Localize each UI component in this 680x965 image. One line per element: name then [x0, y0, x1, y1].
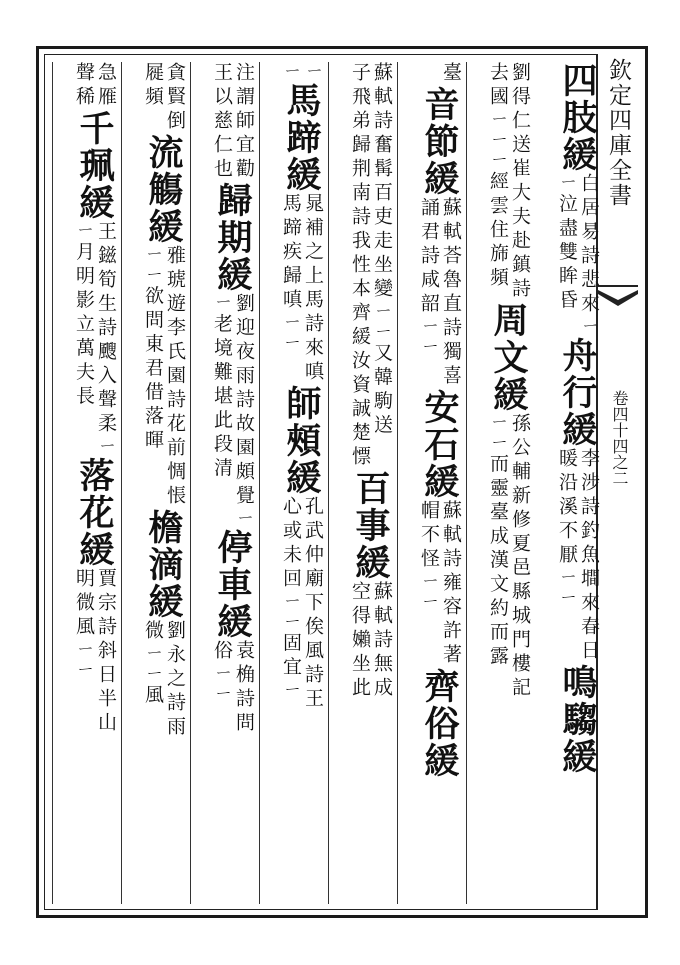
annotation-line: ㄧ老境難堪此段清 — [211, 293, 233, 482]
annotation-note — [142, 245, 186, 509]
text-column — [190, 62, 255, 904]
entry-heading: 鳴騶緩 — [557, 664, 598, 776]
annotation-line: 孔武仲廟下俟風詩王 — [302, 496, 324, 713]
annotation-line: ㄧㄧ欲問東君借落暉 — [142, 245, 164, 454]
text-column — [397, 62, 462, 904]
annotation-note — [211, 62, 255, 182]
text-column — [328, 62, 393, 904]
annotation-line: 注謂師宜勸 — [233, 62, 255, 182]
fishtail-mark-icon — [598, 284, 638, 310]
annotation-note — [280, 496, 324, 712]
annotation-line: ㄧ — [280, 62, 302, 83]
text-column — [466, 62, 531, 904]
annotation-note — [418, 500, 462, 668]
annotation-line: 蘇軾詩雍容許著 — [440, 500, 462, 668]
text-column — [52, 62, 117, 904]
annotation-note — [142, 620, 186, 740]
text-column — [535, 62, 600, 904]
entry-heading: 安石緩 — [419, 389, 460, 500]
annotation-line: 子飛弟歸荆南詩我性本齊緩汝資誠楚慓 — [349, 62, 371, 470]
entry-heading: 四肢緩 — [557, 62, 598, 173]
annotation-line: 臺 — [440, 62, 462, 86]
annotation-line: 空得嬾坐此 — [349, 581, 371, 701]
annotation-note — [440, 62, 462, 86]
entry-heading: 停車緩 — [212, 529, 253, 641]
annotation-line: ㄧ泣盡雙眸昏 — [556, 173, 578, 314]
annotation-line: 暖沿溪不厭ㄧㄧ — [556, 448, 578, 609]
entry-heading: 馬蹄緩 — [281, 82, 322, 194]
annotation-note — [487, 62, 531, 302]
annotation-line: 聲稀 — [73, 62, 95, 110]
annotation-line: 去國ㄧㄧㄧ經雲住旆頻 — [487, 62, 509, 291]
annotation-note — [349, 62, 393, 470]
annotation-line: 心或未回ㄧㄧ固宜ㄧ — [280, 496, 302, 701]
entry-heading: 齊俗緩 — [419, 668, 460, 779]
annotation-line: 貪賢倒 — [164, 62, 186, 134]
annotation-line: 袁桷詩問 — [233, 640, 255, 737]
entry-heading: 舟行緩 — [557, 337, 598, 449]
annotation-line: ㄧㄧ而靈臺成漢文約而露 — [487, 413, 509, 670]
annotation-line: 馬蹄疾歸嗔ㄧㄧ — [280, 193, 302, 354]
annotation-line: 劉迎夜雨詩故園頗覺ㄧ — [233, 293, 255, 530]
annotation-line: 孫公輔新修夏邑縣城門樓記 — [509, 413, 531, 701]
entry-heading: 周文緩 — [488, 302, 529, 413]
text-column — [259, 62, 324, 904]
entry-heading: 流觴緩 — [143, 134, 184, 245]
annotation-line: 俗ㄧㄧ — [211, 640, 233, 705]
annotation-note — [211, 293, 255, 529]
margin-volume: 卷四十四之二 — [610, 390, 629, 486]
annotation-note — [73, 221, 117, 457]
annotation-line: 晁補之上馬詩來嗔 — [302, 193, 324, 386]
entry-heading: 千珮緩 — [74, 110, 115, 221]
annotation-note — [487, 413, 531, 701]
annotation-line: 蘇軾詩無成 — [371, 581, 393, 701]
annotation-line: 白居易詩悲來ㄧ — [578, 173, 600, 338]
annotation-line: ㄧ — [302, 62, 324, 83]
annotation-line: 李涉詩釣魚墹來春日 — [578, 448, 600, 665]
annotation-note — [418, 197, 462, 389]
entry-heading: 落花緩 — [74, 457, 115, 569]
annotation-line: 明微風ㄧㄧ — [73, 568, 95, 681]
annotation-line: 急雁 — [95, 62, 117, 110]
annotation-note — [280, 62, 324, 82]
annotation-note — [73, 62, 117, 110]
text-column — [121, 62, 186, 904]
entry-heading: 師頰緩 — [281, 385, 322, 497]
annotation-line: 劉得仁送崔大夫赴鎮詩 — [509, 62, 531, 302]
entry-heading: 歸期緩 — [212, 182, 253, 293]
annotation-line: 微ㄧㄧ風 — [142, 620, 164, 709]
annotation-line: 蘇軾荅魯直詩獨喜 — [440, 197, 462, 389]
annotation-line: 帽不怪ㄧㄧ — [418, 500, 440, 613]
annotation-line: 屣頻 — [142, 62, 164, 110]
annotation-line: ㄧ月明影立萬夫長 — [73, 221, 95, 410]
entry-heading: 百事緩 — [350, 470, 391, 581]
annotation-line: 賈宗詩斜日半山 — [95, 568, 117, 737]
annotation-line: 劉永之詩雨 — [164, 620, 186, 740]
entry-heading: 檐滴緩 — [143, 509, 184, 620]
annotation-line: 王以慈仁也 — [211, 62, 233, 182]
annotation-note — [349, 581, 393, 701]
annotation-line: 誦君詩咸韶ㄧㄧ — [418, 197, 440, 358]
annotation-note — [73, 568, 117, 736]
annotation-line: 雅琥遊李氏園詩花前惆悵 — [164, 245, 186, 509]
annotation-note — [556, 448, 600, 664]
margin-title: 欽定四庫全書 — [605, 58, 631, 208]
entry-heading: 音節緩 — [419, 86, 460, 197]
annotation-note — [211, 640, 255, 736]
annotation-note — [280, 193, 324, 385]
annotation-note — [556, 173, 600, 337]
annotation-line: 蘇軾詩奮髯百吏走坐變ㄧㄧ又韓駒送 — [371, 62, 393, 439]
annotation-line: 王鎡筍生詩颼入聲柔ㄧ — [95, 221, 117, 458]
annotation-note — [142, 62, 186, 134]
